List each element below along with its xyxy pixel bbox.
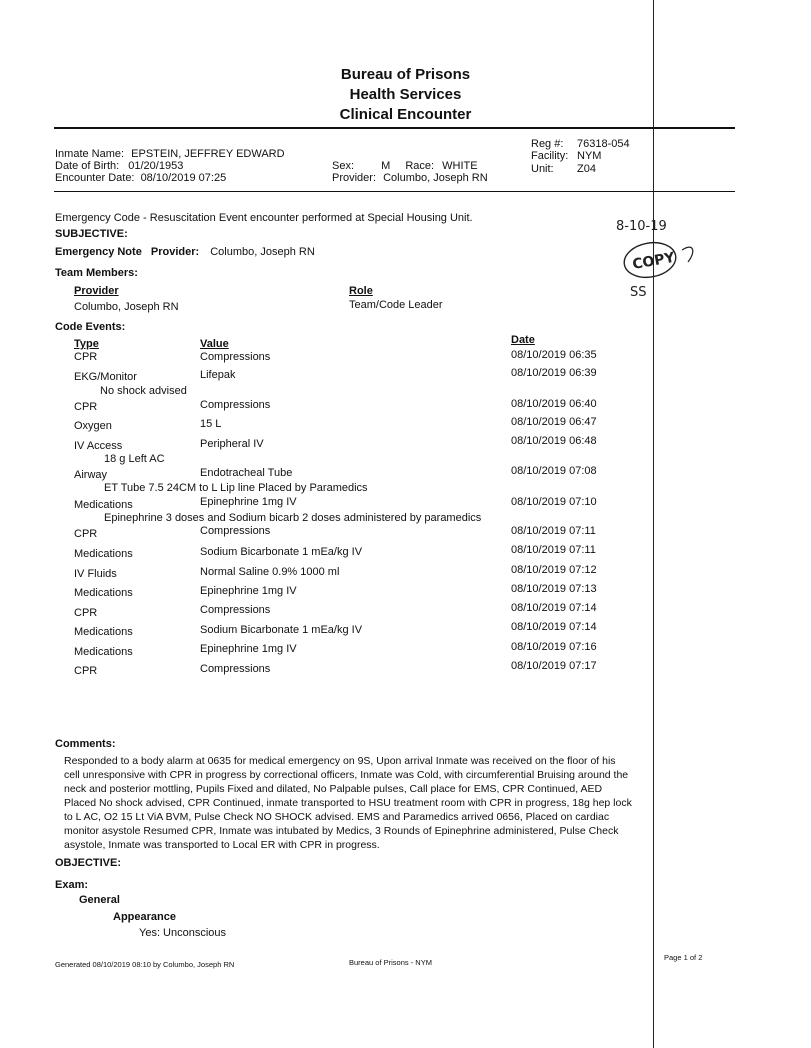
comments-body: [64, 754, 746, 852]
event-note: ET Tube 7.5 24CM to L Lip line Placed by Paramedics: [104, 482, 368, 494]
table-row: [511, 640, 597, 654]
table-row: [511, 464, 597, 478]
event-type: CPR: [74, 665, 98, 677]
event-value: Lifepak: [200, 369, 236, 381]
encounter-date-label: Encounter Date:: [55, 172, 135, 184]
table-row: [200, 398, 270, 412]
provider-label: Provider:: [332, 172, 377, 184]
table-row: [511, 543, 596, 557]
table-row: [511, 601, 597, 615]
table-row: [74, 468, 107, 482]
event-date: 08/10/2019 06:48: [511, 435, 597, 447]
table-row: [74, 606, 97, 620]
table-row: [511, 659, 597, 673]
table-row: [74, 664, 97, 678]
code-col-type: Type: [74, 338, 99, 350]
comment-line: Placed No shock advised, CPR Continued, inmate transported to HSU treatment room with CPR in progress, 18g hep lock: [64, 797, 632, 809]
event-value: 15 L: [200, 418, 222, 430]
footer-source: Bureau of Prisons - NYM: [349, 958, 432, 967]
inmate-name-value: EPSTEIN, JEFFREY EDWARD: [131, 148, 285, 160]
table-row: [74, 400, 97, 414]
event-value: Compressions: [200, 663, 271, 675]
header-divider: [54, 127, 735, 129]
table-row: [74, 527, 97, 541]
comment-line: monitor asystole Resumed CPR, Inmate was intubated by Medics, 3 Rounds of Epinephrine administered, Pulse Check: [64, 825, 619, 837]
event-value: Endotracheal Tube: [200, 467, 293, 479]
dob-label: Date of Birth:: [55, 160, 120, 172]
event-type: Medications: [74, 587, 133, 599]
event-value: Epinephrine 1mg IV: [200, 643, 297, 655]
table-row: [511, 495, 597, 509]
table-row: [200, 603, 270, 617]
patient-divider: [54, 191, 735, 192]
event-type: CPR: [74, 351, 98, 363]
table-row: [200, 495, 297, 509]
emergency-note-row: [55, 245, 315, 259]
code-col-date: Date: [511, 334, 535, 346]
table-row: [200, 466, 292, 480]
table-row: [74, 439, 122, 453]
copy-text: COPY: [631, 249, 676, 273]
table-row: [511, 524, 596, 538]
comment-line: cell unresponsive with CPR in progress by correctional officers, Inmate was Cold, with circumferential Bruising around the: [64, 769, 629, 781]
event-date: 08/10/2019 07:11: [511, 544, 596, 556]
header-clinical-encounter: Clinical Encounter: [339, 106, 472, 123]
event-type: Medications: [74, 499, 133, 511]
table-row: [74, 498, 133, 512]
event-value: Normal Saline 0.9% 1000 ml: [200, 566, 340, 578]
event-date: 08/10/2019 07:14: [511, 621, 597, 633]
footer-page-number: Page 1 of 2: [664, 953, 703, 962]
table-row: [74, 419, 112, 433]
table-row: [511, 582, 597, 596]
event-type: Oxygen: [74, 420, 112, 432]
team-role: Team/Code Leader: [349, 299, 443, 311]
table-row: [511, 366, 597, 380]
event-date: 08/10/2019 07:08: [511, 465, 597, 477]
table-row: [511, 563, 597, 577]
event-type: CPR: [74, 401, 98, 413]
event-date: 08/10/2019 06:47: [511, 416, 597, 428]
table-row: [200, 565, 339, 579]
copy-stamp: [608, 216, 708, 321]
emergency-note-label: Emergency Note: [55, 246, 142, 258]
handwritten-initials: SS: [630, 285, 647, 300]
handwritten-date: 8-10-19: [616, 219, 667, 234]
event-date: 08/10/2019 07:11: [511, 525, 596, 537]
table-row: [74, 567, 117, 581]
emergency-note-provider: Columbo, Joseph RN: [210, 246, 315, 258]
facility-row: [531, 149, 601, 163]
exam-appearance: Appearance: [113, 911, 176, 923]
footer-generated: Generated 08/10/2019 08:10 by Columbo, Joseph RN: [55, 960, 235, 969]
provider-row: [332, 171, 488, 185]
event-date: 08/10/2019 06:39: [511, 367, 597, 379]
exam-general: General: [79, 894, 120, 906]
table-row: [511, 415, 597, 429]
event-type: Medications: [74, 626, 133, 638]
facility-label: Facility:: [531, 150, 569, 162]
table-row: [200, 584, 297, 598]
team-members-heading: Team Members:: [55, 267, 138, 279]
event-date: 08/10/2019 07:17: [511, 660, 597, 672]
table-row: [200, 642, 297, 656]
code-col-value: Value: [200, 338, 229, 350]
comment-line: neck and posterior mottling, Pupils Fixed and dilated, No Palpable pulses, Call place for EMS, CPR Continued, AED: [64, 783, 603, 795]
table-row: [200, 417, 221, 431]
table-row: [74, 350, 97, 364]
header-bureau: Bureau of Prisons: [340, 66, 471, 83]
event-type: IV Fluids: [74, 568, 117, 580]
event-value: Compressions: [200, 399, 271, 411]
table-row: [511, 434, 597, 448]
header-health-services: Health Services: [349, 86, 462, 103]
comment-line: Responded to a body alarm at 0635 for medical emergency on 9S, Upon arrival Inmate was received on the floor of his: [64, 755, 616, 767]
table-row: [200, 437, 264, 451]
comment-line: to L AC, O2 15 Lt ViA BVM, Pulse Check NO SHOCK advised. EMS and Paramedics arrived 0656, Placed on cardiac: [64, 811, 610, 823]
event-date: 08/10/2019 07:10: [511, 496, 597, 508]
code-events-heading: Code Events:: [55, 321, 126, 333]
event-date: 08/10/2019 07:13: [511, 583, 597, 595]
table-row: [74, 645, 133, 659]
exam-finding: Yes: Unconscious: [139, 927, 227, 939]
event-value: Epinephrine 1mg IV: [200, 496, 297, 508]
sex-label: Sex:: [332, 160, 355, 172]
event-type: Medications: [74, 548, 133, 560]
event-value: Sodium Bicarbonate 1 mEa/kg IV: [200, 624, 363, 636]
event-note: 18 g Left AC: [104, 453, 165, 465]
event-type: EKG/Monitor: [74, 371, 137, 383]
table-row: [511, 620, 597, 634]
event-value: Epinephrine 1mg IV: [200, 585, 297, 597]
event-type: CPR: [74, 528, 98, 540]
event-value: Peripheral IV: [200, 438, 264, 450]
table-row: [200, 623, 362, 637]
table-row: [511, 348, 597, 362]
encounter-date-value: 08/10/2019 07:25: [140, 172, 227, 184]
event-note: Epinephrine 3 doses and Sodium bicarb 2 doses administered by paramedics: [104, 512, 482, 524]
emergency-note-provider-label: Provider:: [150, 246, 200, 258]
event-value: Sodium Bicarbonate 1 mEa/kg IV: [200, 546, 363, 558]
event-type: Airway: [74, 469, 108, 481]
event-note: No shock advised: [100, 385, 187, 397]
table-row: [511, 397, 597, 411]
reg-value: 76318-054: [577, 138, 630, 150]
event-type: IV Access: [74, 440, 123, 452]
table-row: [200, 524, 270, 538]
exam-heading: Exam:: [55, 879, 89, 891]
event-date: 08/10/2019 06:35: [511, 349, 597, 361]
table-row: [200, 662, 270, 676]
team-col-role: Role: [349, 285, 373, 297]
objective-heading: OBJECTIVE:: [55, 857, 122, 869]
team-provider: Columbo, Joseph RN: [74, 301, 179, 313]
comment-line: asystole, Inmate was transported to Local ER with CPR in progress.: [64, 839, 380, 851]
table-row: [200, 368, 235, 382]
table-row: [74, 625, 133, 639]
table-row: [200, 350, 270, 364]
event-value: Compressions: [200, 604, 271, 616]
reg-label: Reg #:: [531, 138, 564, 150]
comments-heading: Comments:: [55, 738, 116, 750]
event-value: Compressions: [200, 525, 271, 537]
subjective-heading: SUBJECTIVE:: [55, 228, 128, 240]
event-date: 08/10/2019 06:40: [511, 398, 597, 410]
table-row: [74, 370, 137, 384]
race-value: WHITE: [442, 160, 478, 172]
scan-fold-line: [653, 0, 654, 1048]
stamp-flourish: [682, 247, 693, 262]
dob-value: 01/20/1953: [128, 160, 184, 172]
encounter-date-row: [55, 171, 226, 185]
team-col-provider: Provider: [74, 285, 119, 297]
encounter-description: Emergency Code - Resuscitation Event encounter performed at Special Housing Unit.: [55, 212, 473, 224]
copy-stamp-graphic: [608, 216, 708, 316]
race-label: Race:: [405, 160, 435, 172]
event-type: Medications: [74, 646, 133, 658]
event-date: 08/10/2019 07:16: [511, 641, 597, 653]
event-date: 08/10/2019 07:14: [511, 602, 597, 614]
event-type: CPR: [74, 607, 98, 619]
sex-value: M: [381, 160, 391, 172]
event-value: Compressions: [200, 351, 271, 363]
unit-value: Z04: [577, 163, 596, 175]
event-date: 08/10/2019 07:12: [511, 564, 597, 576]
table-row: [74, 586, 133, 600]
unit-label: Unit:: [531, 163, 554, 175]
inmate-name-label: Inmate Name:: [55, 148, 125, 160]
unit-row: [531, 162, 596, 176]
provider-value: Columbo, Joseph RN: [383, 172, 488, 184]
table-row: [74, 547, 133, 561]
table-row: [200, 545, 362, 559]
facility-value: NYM: [577, 150, 602, 162]
